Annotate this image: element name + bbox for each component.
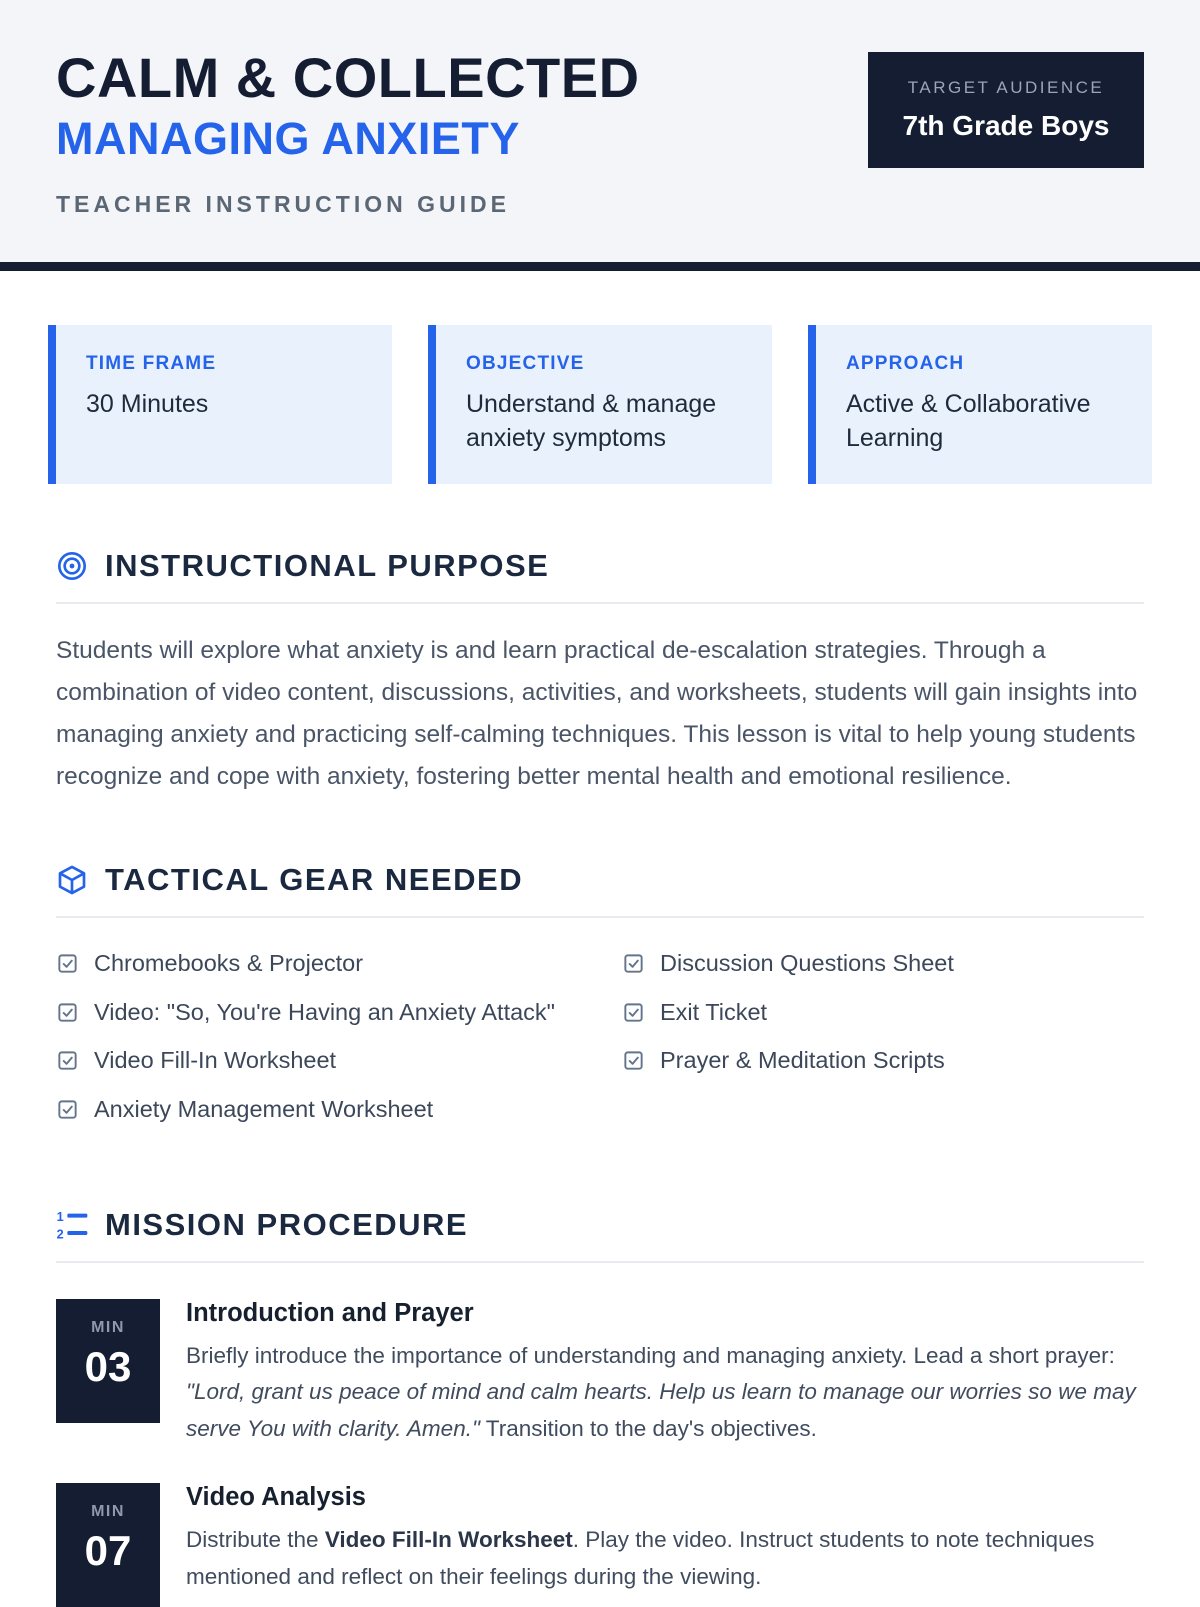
ordered-list-icon	[56, 1209, 88, 1241]
checkbox-icon	[622, 952, 645, 975]
checklist-item	[622, 997, 1144, 1029]
target-audience-badge	[868, 52, 1144, 168]
checkbox-icon	[622, 1001, 645, 1024]
section-heading	[56, 1207, 1144, 1243]
gear-checklist-left-column	[56, 948, 578, 1143]
audience-label: TARGET AUDIENCE	[898, 78, 1114, 98]
checklist-item	[56, 948, 578, 980]
step-title: Video Analysis	[186, 1483, 1144, 1512]
section-title: MISSION PROCEDURE	[105, 1207, 468, 1243]
step-min-value: 07	[56, 1527, 160, 1575]
section-instructional-purpose	[56, 548, 1144, 799]
audience-value: 7th Grade Boys	[898, 110, 1114, 142]
info-card-value: Understand & manage anxiety symptoms	[466, 388, 742, 456]
checklist-item-label: Prayer & Meditation Scripts	[660, 1045, 945, 1077]
checklist-item-label: Video Fill-In Worksheet	[94, 1045, 336, 1077]
svg-text:1: 1	[57, 1210, 64, 1224]
package-icon	[56, 864, 88, 896]
info-card-label: OBJECTIVE	[466, 353, 742, 375]
section-divider	[56, 916, 1144, 918]
checklist-item	[56, 1045, 578, 1077]
section-title: TACTICAL GEAR NEEDED	[105, 862, 523, 898]
info-card-label: TIME FRAME	[86, 353, 362, 375]
header-divider-bar	[0, 262, 1200, 271]
checklist-item-label: Chromebooks & Projector	[94, 948, 363, 980]
procedure-step	[56, 1299, 1144, 1447]
section-heading	[56, 548, 1144, 584]
checkbox-icon	[56, 1049, 79, 1072]
step-description: Briefly introduce the importance of understanding and managing anxiety. Lead a short prayer: "Lord, grant us peace of mind and calm hearts. Help us learn to manage our worries so we may serve You with clarity. Amen." Transition to the day's objectives.	[186, 1338, 1144, 1447]
checkbox-icon	[56, 1098, 79, 1121]
info-card-approach	[808, 325, 1152, 484]
svg-text:2: 2	[57, 1227, 64, 1241]
step-min-label: MIN	[56, 1319, 160, 1337]
tagline: TEACHER INSTRUCTION GUIDE	[56, 191, 640, 218]
target-icon	[56, 550, 88, 582]
step-body	[186, 1483, 1144, 1607]
step-min-label: MIN	[56, 1503, 160, 1521]
checkbox-icon	[56, 952, 79, 975]
checkbox-icon	[56, 1001, 79, 1024]
checklist-item	[56, 997, 578, 1029]
checklist-item-label: Discussion Questions Sheet	[660, 948, 954, 980]
procedure-step	[56, 1483, 1144, 1607]
section-divider	[56, 1261, 1144, 1263]
header	[0, 0, 1200, 262]
page-subtitle: MANAGING ANXIETY	[56, 116, 640, 161]
main-content	[0, 548, 1200, 1607]
checklist-item	[56, 1094, 578, 1126]
procedure-steps	[56, 1299, 1144, 1607]
checkbox-icon	[622, 1049, 645, 1072]
info-card-label: APPROACH	[846, 353, 1122, 375]
checklist-item-label: Exit Ticket	[660, 997, 767, 1029]
header-titles	[56, 50, 640, 218]
checklist-item-label: Video: "So, You're Having an Anxiety Attack"	[94, 997, 555, 1029]
gear-checklist	[56, 948, 1144, 1143]
section-mission-procedure	[56, 1207, 1144, 1607]
step-minutes-box	[56, 1483, 160, 1607]
checklist-item-label: Anxiety Management Worksheet	[94, 1094, 433, 1126]
info-cards-row	[0, 271, 1200, 484]
step-min-value: 03	[56, 1343, 160, 1391]
checklist-item	[622, 1045, 1144, 1077]
section-title: INSTRUCTIONAL PURPOSE	[105, 548, 549, 584]
step-body	[186, 1299, 1144, 1447]
step-minutes-box	[56, 1299, 160, 1423]
section-tactical-gear	[56, 862, 1144, 1143]
checklist-item	[622, 948, 1144, 980]
info-card-value: 30 Minutes	[86, 388, 362, 422]
info-card-objective	[428, 325, 772, 484]
info-card-value: Active & Collaborative Learning	[846, 388, 1122, 456]
gear-checklist-right-column	[622, 948, 1144, 1094]
section-divider	[56, 602, 1144, 604]
purpose-paragraph: Students will explore what anxiety is and learn practical de-escalation strategies. Through a combination of video content, discussions, activities, and worksheets, students will gain insights into managing anxiety and practicing self-calming techniques. This lesson is vital to help young students recognize and cope with anxiety, fostering better mental health and emotional resilience.	[56, 630, 1144, 799]
page-title: CALM & COLLECTED	[56, 50, 640, 106]
section-heading	[56, 862, 1144, 898]
info-card-time-frame	[48, 325, 392, 484]
step-title: Introduction and Prayer	[186, 1299, 1144, 1328]
step-description: Distribute the Video Fill-In Worksheet. Play the video. Instruct students to note techniques mentioned and reflect on their feelings during the viewing.	[186, 1522, 1144, 1595]
